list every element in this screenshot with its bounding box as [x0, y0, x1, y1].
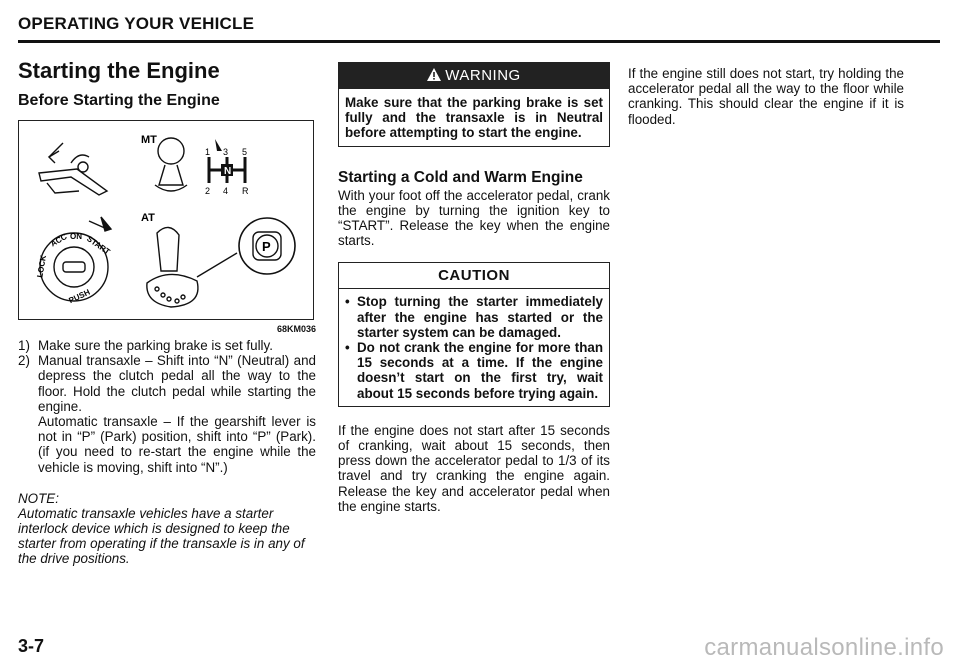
gear-1: 1	[205, 147, 211, 157]
parking-brake-icon	[39, 143, 107, 195]
gear-r: R	[242, 186, 249, 196]
warning-box	[338, 62, 610, 147]
warning-triangle-icon	[427, 68, 441, 81]
middle-column	[338, 62, 610, 514]
after-caution-text: If the engine does not start after 15 seconds of cranking, wait about 15 seconds, then press down the accelerator pedal to 1/3 of its travel and try cranking the engine again. Release the key and accelerator pedal when the engine starts.	[338, 422, 610, 514]
gear-5: 5	[242, 147, 248, 157]
watermark: carmanualsonline.info	[704, 634, 944, 661]
ign-push: PUSH	[67, 287, 92, 306]
flooded-engine-text: If the engine still does not start, try holding the accelerator pedal all the way to the floor while cranking. This should clear the engine if it is flooded.	[628, 66, 904, 127]
section-heading: Starting the Engine	[18, 58, 220, 83]
gear-3: 3	[223, 147, 229, 157]
ign-on: ON	[70, 232, 82, 241]
gear-n: N	[224, 166, 232, 177]
automatic-shifter-icon	[147, 218, 295, 307]
ignition-labels	[35, 232, 111, 305]
shift-arrow-icon	[215, 139, 222, 151]
starting-illustration	[19, 121, 312, 318]
warning-header	[339, 63, 609, 89]
ign-acc: ACC	[49, 231, 69, 249]
page-number: 3-7	[18, 636, 45, 656]
ignition-switch-icon	[40, 217, 111, 301]
section-subheading: Before Starting the Engine	[18, 92, 220, 109]
gear-4: 4	[223, 186, 229, 196]
note-label: NOTE:	[18, 490, 59, 506]
mt-label: MT	[141, 134, 157, 146]
caution-list	[339, 289, 609, 405]
list-item: 1) Make sure the parking brake is set fully.	[18, 338, 273, 353]
list-item: • Stop turning the starter immediately after the engine has started or the starter system can be damaged.	[345, 294, 603, 340]
caution-box	[338, 262, 610, 406]
warning-text: Make sure that the parking brake is set fully and the transaxle is in Neutral before attempting to start the engine.	[345, 95, 603, 141]
ign-start: START	[85, 234, 112, 257]
list-item: Automatic transaxle – If the gearshift lever is not in “P” (Park) position, shift into “P” (Park). (if you need to re-start the engine while the vehicle is moving, shift into “N”.)	[38, 414, 316, 475]
park-symbol: P	[262, 239, 271, 254]
cold-start-heading: Starting a Cold and Warm Engine	[338, 168, 583, 186]
list-item: 2) Manual transaxle – Shift into “N” (Neutral) and depress the clutch pedal all the way to the floor. Hold the clutch pedal while starting the engine.	[18, 353, 316, 414]
ign-lock: LOCK	[35, 254, 49, 279]
note-text: Automatic transaxle vehicles have a starter interlock device which is designed to keep the starter from operating if the transaxle is in any of the drive positions.	[18, 505, 305, 567]
caution-title: CAUTION	[339, 263, 609, 289]
right-column	[628, 66, 904, 127]
at-label: AT	[141, 212, 155, 224]
figure-code: 68KM036	[276, 324, 316, 334]
step-list	[18, 338, 316, 475]
starting-figure	[18, 120, 314, 320]
list-item: • Do not crank the engine for more than 15 seconds at a time. If the engine doesn’t start on the first try, wait about 15 seconds before trying again.	[345, 340, 603, 401]
gear-2: 2	[205, 186, 211, 196]
warning-title: WARNING	[445, 67, 521, 84]
cold-start-text: With your foot off the accelerator pedal, crank the engine by turning the ignition key to “START”. Release the key when the engine starts.	[338, 187, 610, 249]
manual-shift-knob-icon	[155, 138, 187, 191]
header-rule	[18, 40, 940, 43]
left-column	[18, 58, 316, 567]
page-header-title: OPERATING YOUR VEHICLE	[18, 14, 255, 33]
